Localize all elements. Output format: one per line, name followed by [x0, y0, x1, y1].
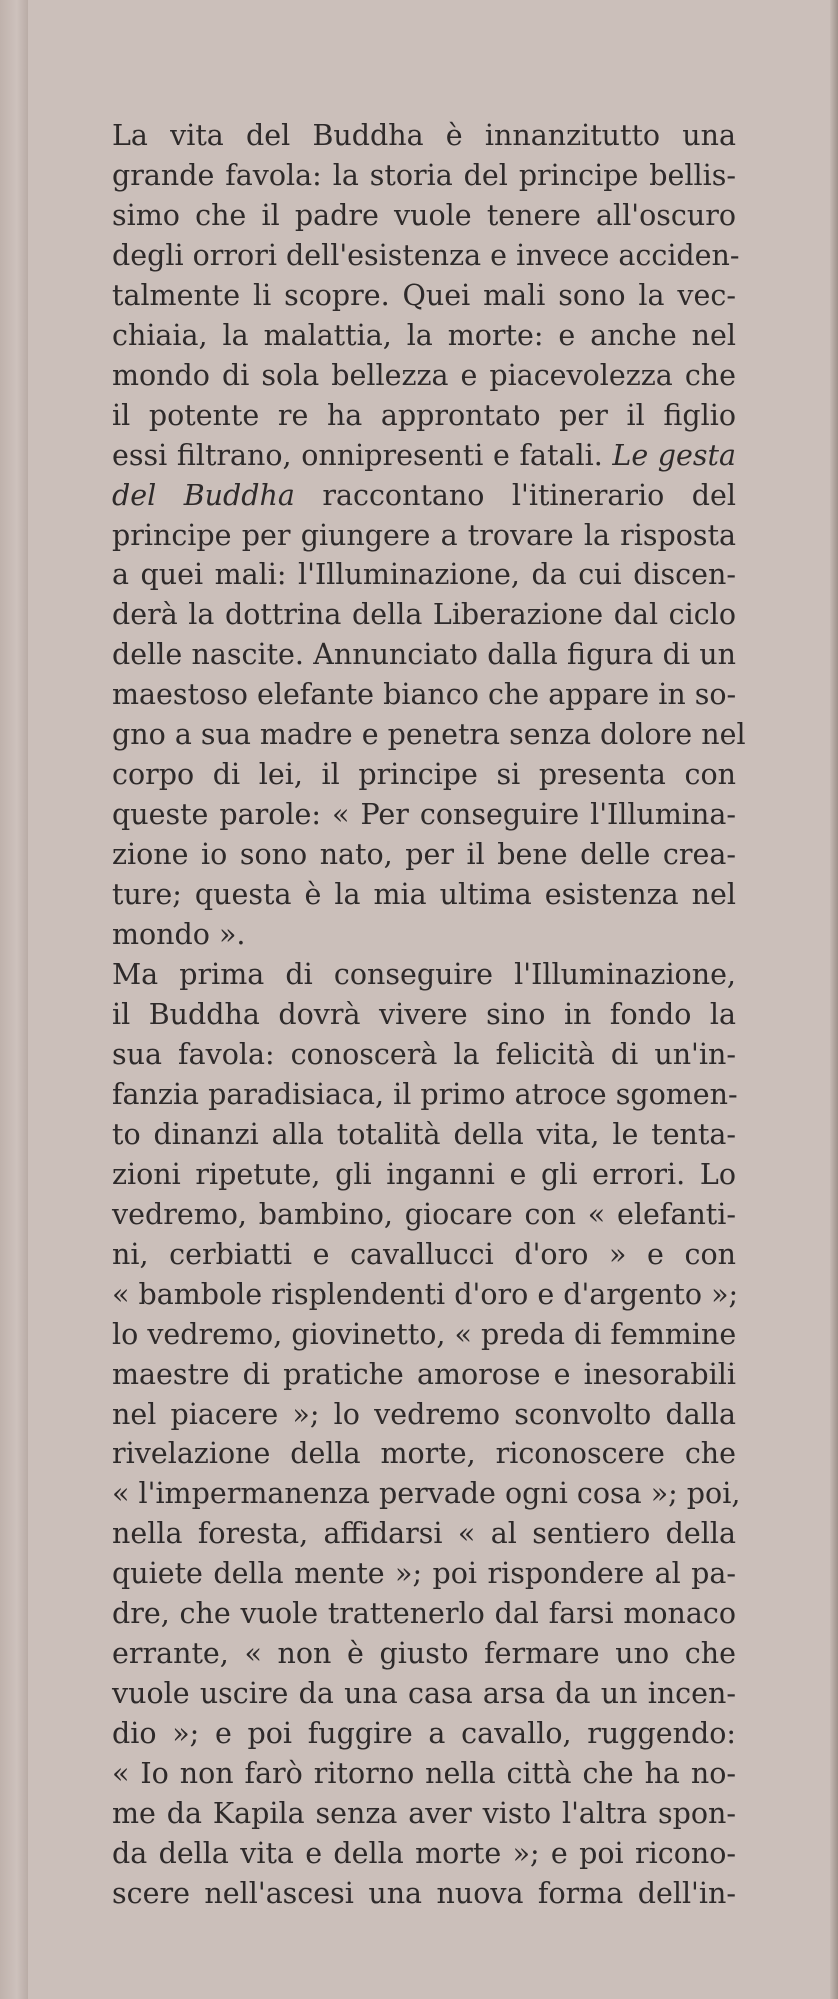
text-line: zione io sono nato, per il bene delle crea- — [112, 838, 736, 872]
book-title-italic: Le gesta — [612, 438, 736, 472]
text-line: lo vedremo, giovinetto, « preda di femmine — [112, 1317, 737, 1351]
text-line: mondo ». — [112, 918, 246, 952]
text-line: talmente li scopre. Quei mali sono la vec- — [112, 278, 736, 312]
text-line: zioni ripetute, gli inganni e gli errori. Lo — [112, 1157, 736, 1191]
text-line: me da Kapila senza aver visto l'altra spon- — [112, 1797, 736, 1831]
text-line: errante, « non è giusto fermare uno che — [112, 1637, 736, 1671]
flap-text-block — [112, 116, 746, 1914]
text-line: derà la dottrina della Liberazione dal ciclo — [112, 598, 736, 632]
book-title-italic: del Buddha — [112, 478, 295, 512]
text-line: scere nell'ascesi una nuova forma dell'in- — [112, 1876, 736, 1910]
text-line: rivelazione della morte, riconoscere che — [112, 1437, 736, 1471]
text-fragment: essi filtrano, onnipresenti e fatali. — [112, 438, 603, 472]
text-line: vedremo, bambino, giocare con « elefanti- — [112, 1197, 736, 1231]
text-line: degli orrori dell'esistenza e invece acciden- — [112, 238, 740, 272]
text-line: gno a sua madre e penetra senza dolore nel — [112, 718, 746, 752]
text-line: principe per giungere a trovare la risposta — [112, 518, 736, 552]
text-line: nella foresta, affidarsi « al sentiero della — [112, 1517, 736, 1551]
text-line: vuole uscire da una casa arsa da un incen- — [112, 1677, 736, 1711]
text-line: Ma prima di conseguire l'Illuminazione, — [112, 958, 736, 992]
text-line: maestre di pratiche amorose e inesorabili — [112, 1357, 736, 1391]
text-line: ni, cerbiatti e cavallucci d'oro » e con — [112, 1237, 736, 1271]
text-line: sua favola: conoscerà la felicità di un'in- — [112, 1037, 736, 1071]
text-line-with-title — [112, 436, 736, 476]
book-spine-edge — [0, 0, 29, 1999]
text-line: La vita del Buddha è innanzitutto una — [112, 119, 736, 152]
text-line: il Buddha dovrà vivere sino in fondo la — [112, 997, 736, 1031]
text-line: ture; questa è la mia ultima esistenza nel — [112, 878, 736, 912]
text-line: a quei mali: l'Illuminazione, da cui discen- — [112, 558, 736, 592]
text-line-with-title — [112, 476, 736, 516]
text-line: chiaia, la malattia, la morte: e anche nel — [112, 318, 736, 352]
text-fragment: raccontano l'itinerario del — [322, 478, 737, 512]
text-line: maestoso elefante bianco che appare in so- — [112, 678, 737, 712]
text-line: nel piacere »; lo vedremo sconvolto dalla — [112, 1397, 736, 1431]
text-line: queste parole: « Per conseguire l'Illumina- — [112, 798, 736, 832]
page-right-edge — [830, 0, 838, 1999]
text-line: fanzia paradisiaca, il primo atroce sgomen- — [112, 1077, 738, 1111]
text-line: da della vita e della morte »; e poi ricono- — [112, 1836, 736, 1870]
text-line: corpo di lei, il principe si presenta con — [112, 758, 736, 792]
text-line: dio »; e poi fuggire a cavallo, ruggendo: — [112, 1717, 736, 1751]
text-line: delle nascite. Annunciato dalla figura di un — [112, 638, 736, 672]
text-line: « l'impermanenza pervade ogni cosa »; poi, — [112, 1477, 741, 1511]
text-line: mondo di sola bellezza e piacevolezza che — [112, 358, 736, 392]
text-line: grande favola: la storia del principe bellis- — [112, 158, 736, 192]
text-line: « bambole risplendenti d'oro e d'argento »; — [112, 1277, 739, 1311]
text-line: « Io non farò ritorno nella città che ha no- — [112, 1757, 736, 1791]
text-line: simo che il padre vuole tenere all'oscuro — [112, 198, 736, 232]
text-line: il potente re ha approntato per il figlio — [112, 398, 736, 432]
text-line: dre, che vuole trattenerlo dal farsi monaco — [112, 1597, 736, 1631]
text-line: to dinanzi alla totalità della vita, le tenta- — [112, 1117, 736, 1151]
text-line: quiete della mente »; poi rispondere al pa- — [112, 1557, 736, 1591]
